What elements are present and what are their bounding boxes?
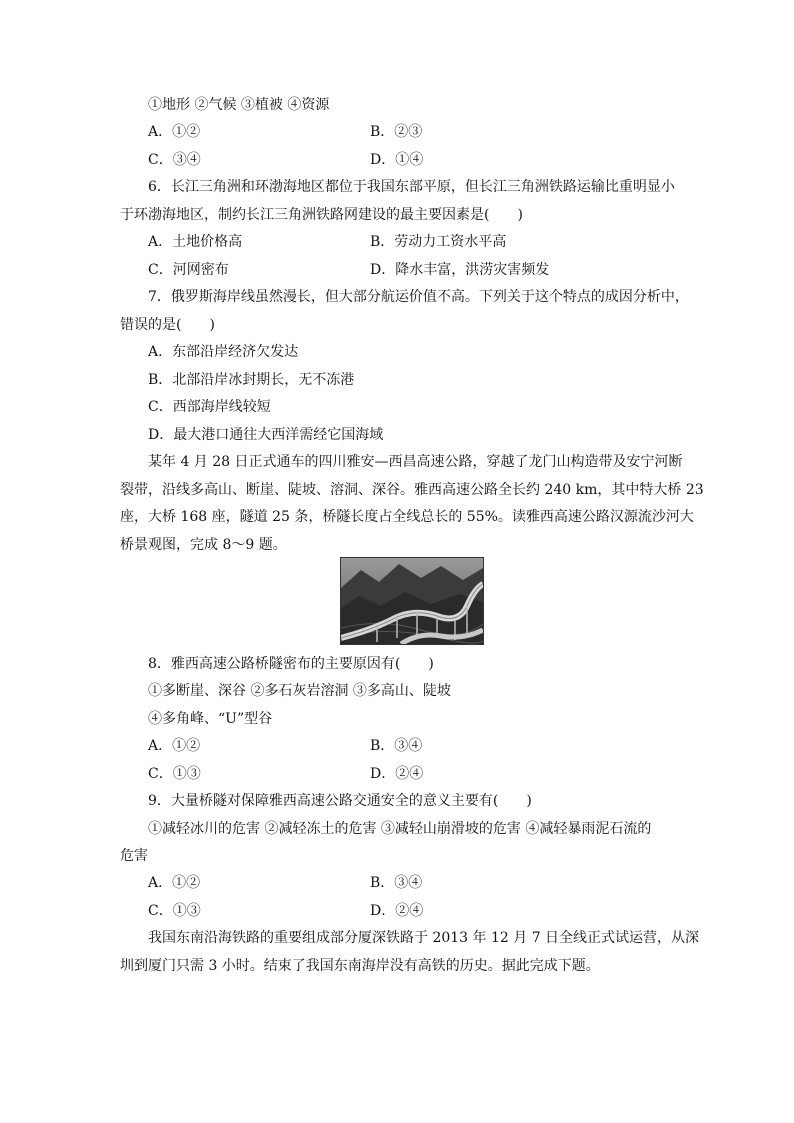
q9-option-d: D．②④ — [370, 903, 424, 919]
passage-2-line1: 我国东南沿海铁路的重要组成部分厦深铁路于 2013 年 12 月 7 日全线正式试运营，从深 — [148, 930, 700, 946]
q8-option-a: A．①② — [148, 738, 201, 754]
question-7-stem-line1: 7．俄罗斯海岸线虽然漫长，但大部分航运价值不高。下列关于这个特点的成因分析中， — [148, 289, 689, 305]
q6-option-c: C．河网密布 — [148, 262, 229, 278]
q9-items-line2: 危害 — [120, 848, 148, 864]
q8-items-line2: ④多角峰、“U”型谷 — [148, 711, 273, 727]
question-7-stem-line2: 错误的是( ) — [120, 317, 215, 333]
q6-option-a: A．土地价格高 — [148, 234, 243, 250]
bridge-photo — [340, 557, 484, 645]
option-b: B．②③ — [370, 124, 423, 140]
passage-1-line3: 座，大桥 168 座，隧道 25 条，桥隧长度占全线总长的 55%。读雅西高速公路汉源流沙河大 — [120, 509, 694, 525]
passage-1-line4: 桥景观图，完成 8～9 题。 — [120, 537, 287, 553]
q6-option-b: B．劳动力工资水平高 — [370, 234, 507, 250]
q7-option-c: C．西部海岸线较短 — [148, 399, 271, 415]
passage-1-line1: 某年 4 月 28 日正式通车的四川雅安—西昌高速公路，穿越了龙门山构造带及安宁河断 — [148, 454, 683, 470]
question-9-stem: 9．大量桥隧对保障雅西高速公路交通安全的意义主要有( ) — [148, 793, 532, 809]
factors-list: ①地形 ②气候 ③植被 ④资源 — [148, 97, 330, 113]
question-8-stem: 8．雅西高速公路桥隧密布的主要原因有( ) — [148, 656, 434, 672]
q9-option-a: A．①② — [148, 875, 201, 891]
passage-1-line2: 裂带，沿线多高山、断崖、陡坡、溶洞、深谷。雅西高速公路全长约 240 km，其中特大桥 23 — [120, 482, 704, 498]
passage-2-line2: 圳到厦门只需 3 小时。结束了我国东南海岸没有高铁的历史。据此完成下题。 — [120, 958, 600, 974]
q8-option-b: B．③④ — [370, 738, 423, 754]
option-c: C．③④ — [148, 152, 201, 168]
q9-items-line1: ①减轻冰川的危害 ②减轻冻土的危害 ③减轻山崩滑坡的危害 ④减轻暴雨泥石流的 — [148, 821, 652, 837]
question-6-stem-line1: 6．长江三角洲和环渤海地区都位于我国东部平原，但长江三角洲铁路运输比重明显小 — [148, 179, 675, 195]
q8-option-c: C．①③ — [148, 766, 201, 782]
option-d: D．①④ — [370, 152, 424, 168]
q7-option-b: B．北部沿岸冰封期长，无不冻港 — [148, 372, 355, 388]
option-a: A．①② — [148, 124, 201, 140]
q8-option-d: D．②④ — [370, 766, 424, 782]
q7-option-d: D．最大港口通往大西洋需经它国海域 — [148, 427, 384, 443]
q7-option-a: A．东部沿岸经济欠发达 — [148, 344, 299, 360]
question-6-stem-line2: 于环渤海地区，制约长江三角洲铁路网建设的最主要因素是( ) — [120, 207, 523, 223]
q9-option-b: B．③④ — [370, 875, 423, 891]
q6-option-d: D．降水丰富，洪涝灾害频发 — [370, 262, 550, 278]
q8-items-line1: ①多断崖、深谷 ②多石灰岩溶洞 ③多高山、陡坡 — [148, 683, 451, 699]
q9-option-c: C．①③ — [148, 903, 201, 919]
